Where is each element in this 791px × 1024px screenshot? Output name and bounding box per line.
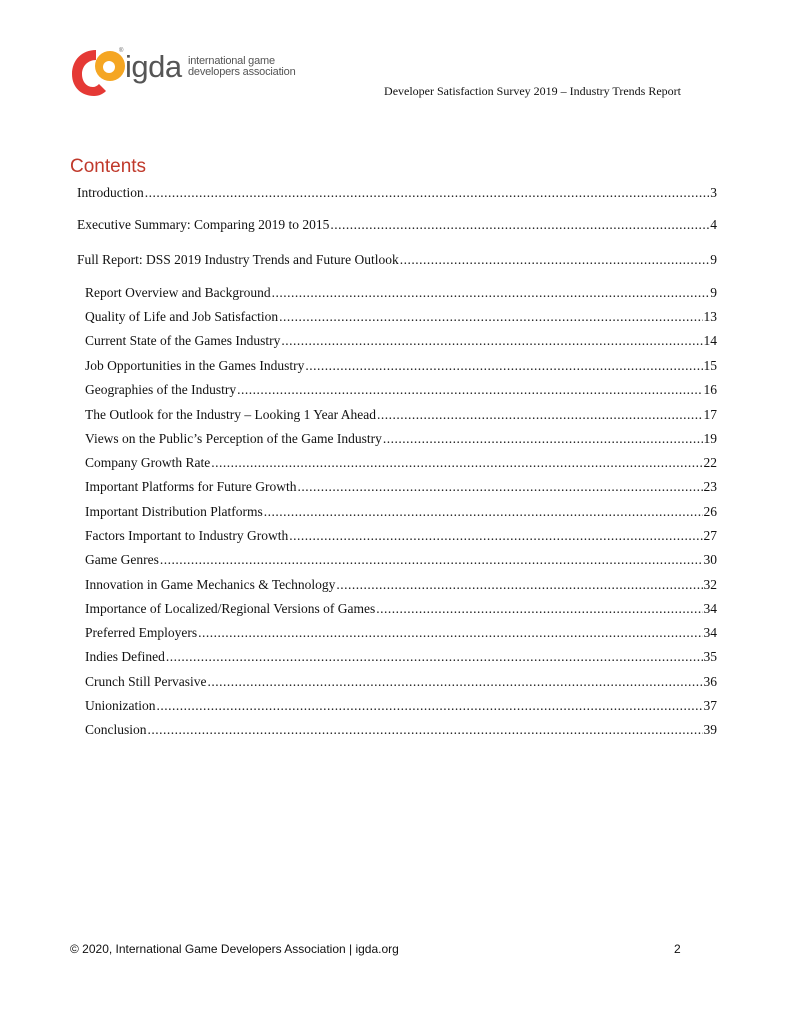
toc-entry-page: 14	[703, 333, 717, 348]
toc-leader-dots	[383, 430, 703, 448]
toc-entry-page: 9	[710, 285, 717, 300]
toc-entry-introduction[interactable]	[77, 184, 717, 202]
toc-leader-dots	[289, 527, 702, 545]
toc-subentry[interactable]	[85, 673, 717, 691]
toc-leader-dots	[166, 648, 703, 666]
toc-leader-dots	[211, 454, 702, 472]
toc-entry-page: 26	[703, 504, 717, 519]
toc-entry-title: Full Report: DSS 2019 Industry Trends and Future Outlook	[77, 252, 399, 267]
toc-entry-title: Company Growth Rate	[85, 455, 211, 470]
toc-entry-title: Executive Summary: Comparing 2019 to 2015	[77, 217, 330, 232]
toc-entry-title: Quality of Life and Job Satisfaction	[85, 309, 279, 324]
toc-entry-title: Indies Defined	[85, 649, 165, 664]
toc-subentry[interactable]	[85, 503, 717, 521]
toc-leader-dots	[160, 551, 703, 569]
toc-entry-page: 19	[703, 431, 717, 446]
toc-entry-title: Important Distribution Platforms	[85, 504, 263, 519]
toc-entry-page: 4	[710, 217, 717, 232]
igda-logo	[68, 44, 308, 100]
toc-entry-title: Game Genres	[85, 552, 159, 567]
toc-entry-page: 35	[703, 649, 717, 664]
toc-entry-page: 37	[703, 698, 717, 713]
toc-subentry[interactable]	[85, 527, 717, 545]
logo-tagline-line-1: international game	[188, 55, 275, 67]
toc-entry-title: Importance of Localized/Regional Versions of Games	[85, 601, 376, 616]
toc-leader-dots	[208, 673, 703, 691]
toc-leader-dots	[145, 184, 710, 202]
toc-entry-title: Preferred Employers	[85, 625, 198, 640]
toc-leader-dots	[148, 721, 703, 739]
toc-entry-page: 22	[703, 455, 717, 470]
logo-wordmark: igda	[125, 49, 182, 84]
toc-subentry[interactable]	[85, 454, 717, 472]
toc-entry-title: Views on the Public’s Perception of the Game Industry	[85, 431, 382, 446]
toc-leader-dots	[377, 406, 703, 424]
toc-leader-dots	[281, 332, 702, 350]
toc-subentry[interactable]	[85, 624, 717, 642]
toc-entry-title: Introduction	[77, 185, 144, 200]
toc-entry-title: Current State of the Games Industry	[85, 333, 281, 348]
logo-trademark: ®	[119, 48, 124, 54]
toc-entry-title: Innovation in Game Mechanics & Technology	[85, 577, 336, 592]
toc-leader-dots	[272, 284, 710, 302]
toc-leader-dots	[376, 600, 702, 618]
toc-entry-page: 39	[703, 722, 717, 737]
toc-subentry[interactable]	[85, 576, 717, 594]
toc-subentry[interactable]	[85, 284, 717, 302]
toc-subentry[interactable]	[85, 406, 717, 424]
toc-heading: Contents	[70, 156, 147, 177]
toc-leader-dots	[237, 381, 702, 399]
toc-leader-dots	[336, 576, 702, 594]
report-header-title: Developer Satisfaction Survey 2019 – Industry Trends Report	[384, 84, 681, 98]
toc-entry-title: Important Platforms for Future Growth	[85, 479, 297, 494]
toc-leader-dots	[198, 624, 702, 642]
toc-subentry[interactable]	[85, 551, 717, 569]
toc-leader-dots	[400, 251, 709, 269]
toc-entry-page: 32	[703, 577, 717, 592]
toc-entry-page: 34	[703, 625, 717, 640]
toc-leader-dots	[279, 308, 702, 326]
toc-subentry[interactable]	[85, 478, 717, 496]
toc-subentry[interactable]	[85, 357, 717, 375]
toc-entry-title: Crunch Still Pervasive	[85, 674, 207, 689]
toc-entry-title: Job Opportunities in the Games Industry	[85, 358, 305, 373]
toc-entry-page: 17	[703, 407, 717, 422]
toc-entry-page: 3	[710, 185, 717, 200]
toc-subentry[interactable]	[85, 381, 717, 399]
toc-subentry[interactable]	[85, 430, 717, 448]
logo-tagline-line-2: developers association	[188, 66, 296, 78]
toc-entry-page: 15	[703, 358, 717, 373]
toc-entry-title: Factors Important to Industry Growth	[85, 528, 289, 543]
toc-entry-page: 30	[703, 552, 717, 567]
toc-entry-title: Unionization	[85, 698, 156, 713]
toc-leader-dots	[157, 697, 703, 715]
toc-entry-title: Geographies of the Industry	[85, 382, 237, 397]
toc-leader-dots	[330, 216, 709, 234]
footer-page-number: 2	[674, 942, 681, 956]
toc-entry-page: 36	[703, 674, 717, 689]
toc-subentry[interactable]	[85, 600, 717, 618]
toc-entry-page: 23	[703, 479, 717, 494]
toc-leader-dots	[264, 503, 703, 521]
toc-entry-page: 16	[703, 382, 717, 397]
toc-entry-title: Conclusion	[85, 722, 147, 737]
logo-tagline	[188, 56, 296, 78]
toc-entry-page: 9	[710, 252, 717, 267]
toc-entry-title: The Outlook for the Industry – Looking 1 Year Ahead	[85, 407, 376, 422]
toc-entry-page: 13	[703, 309, 717, 324]
toc-subentry[interactable]	[85, 308, 717, 326]
toc-leader-dots	[297, 478, 702, 496]
toc-leader-dots	[305, 357, 702, 375]
toc-entry-executive-summary[interactable]	[77, 216, 717, 234]
toc-entry-title: Report Overview and Background	[85, 285, 271, 300]
toc-subentry[interactable]	[85, 697, 717, 715]
toc-subentry[interactable]	[85, 332, 717, 350]
footer-copyright: © 2020, International Game Developers Association | igda.org	[70, 942, 399, 956]
toc-subentry[interactable]	[85, 648, 717, 666]
toc-entry-full-report[interactable]	[77, 251, 717, 269]
toc-entry-page: 27	[703, 528, 717, 543]
toc-subentry[interactable]	[85, 721, 717, 739]
toc-entry-page: 34	[703, 601, 717, 616]
